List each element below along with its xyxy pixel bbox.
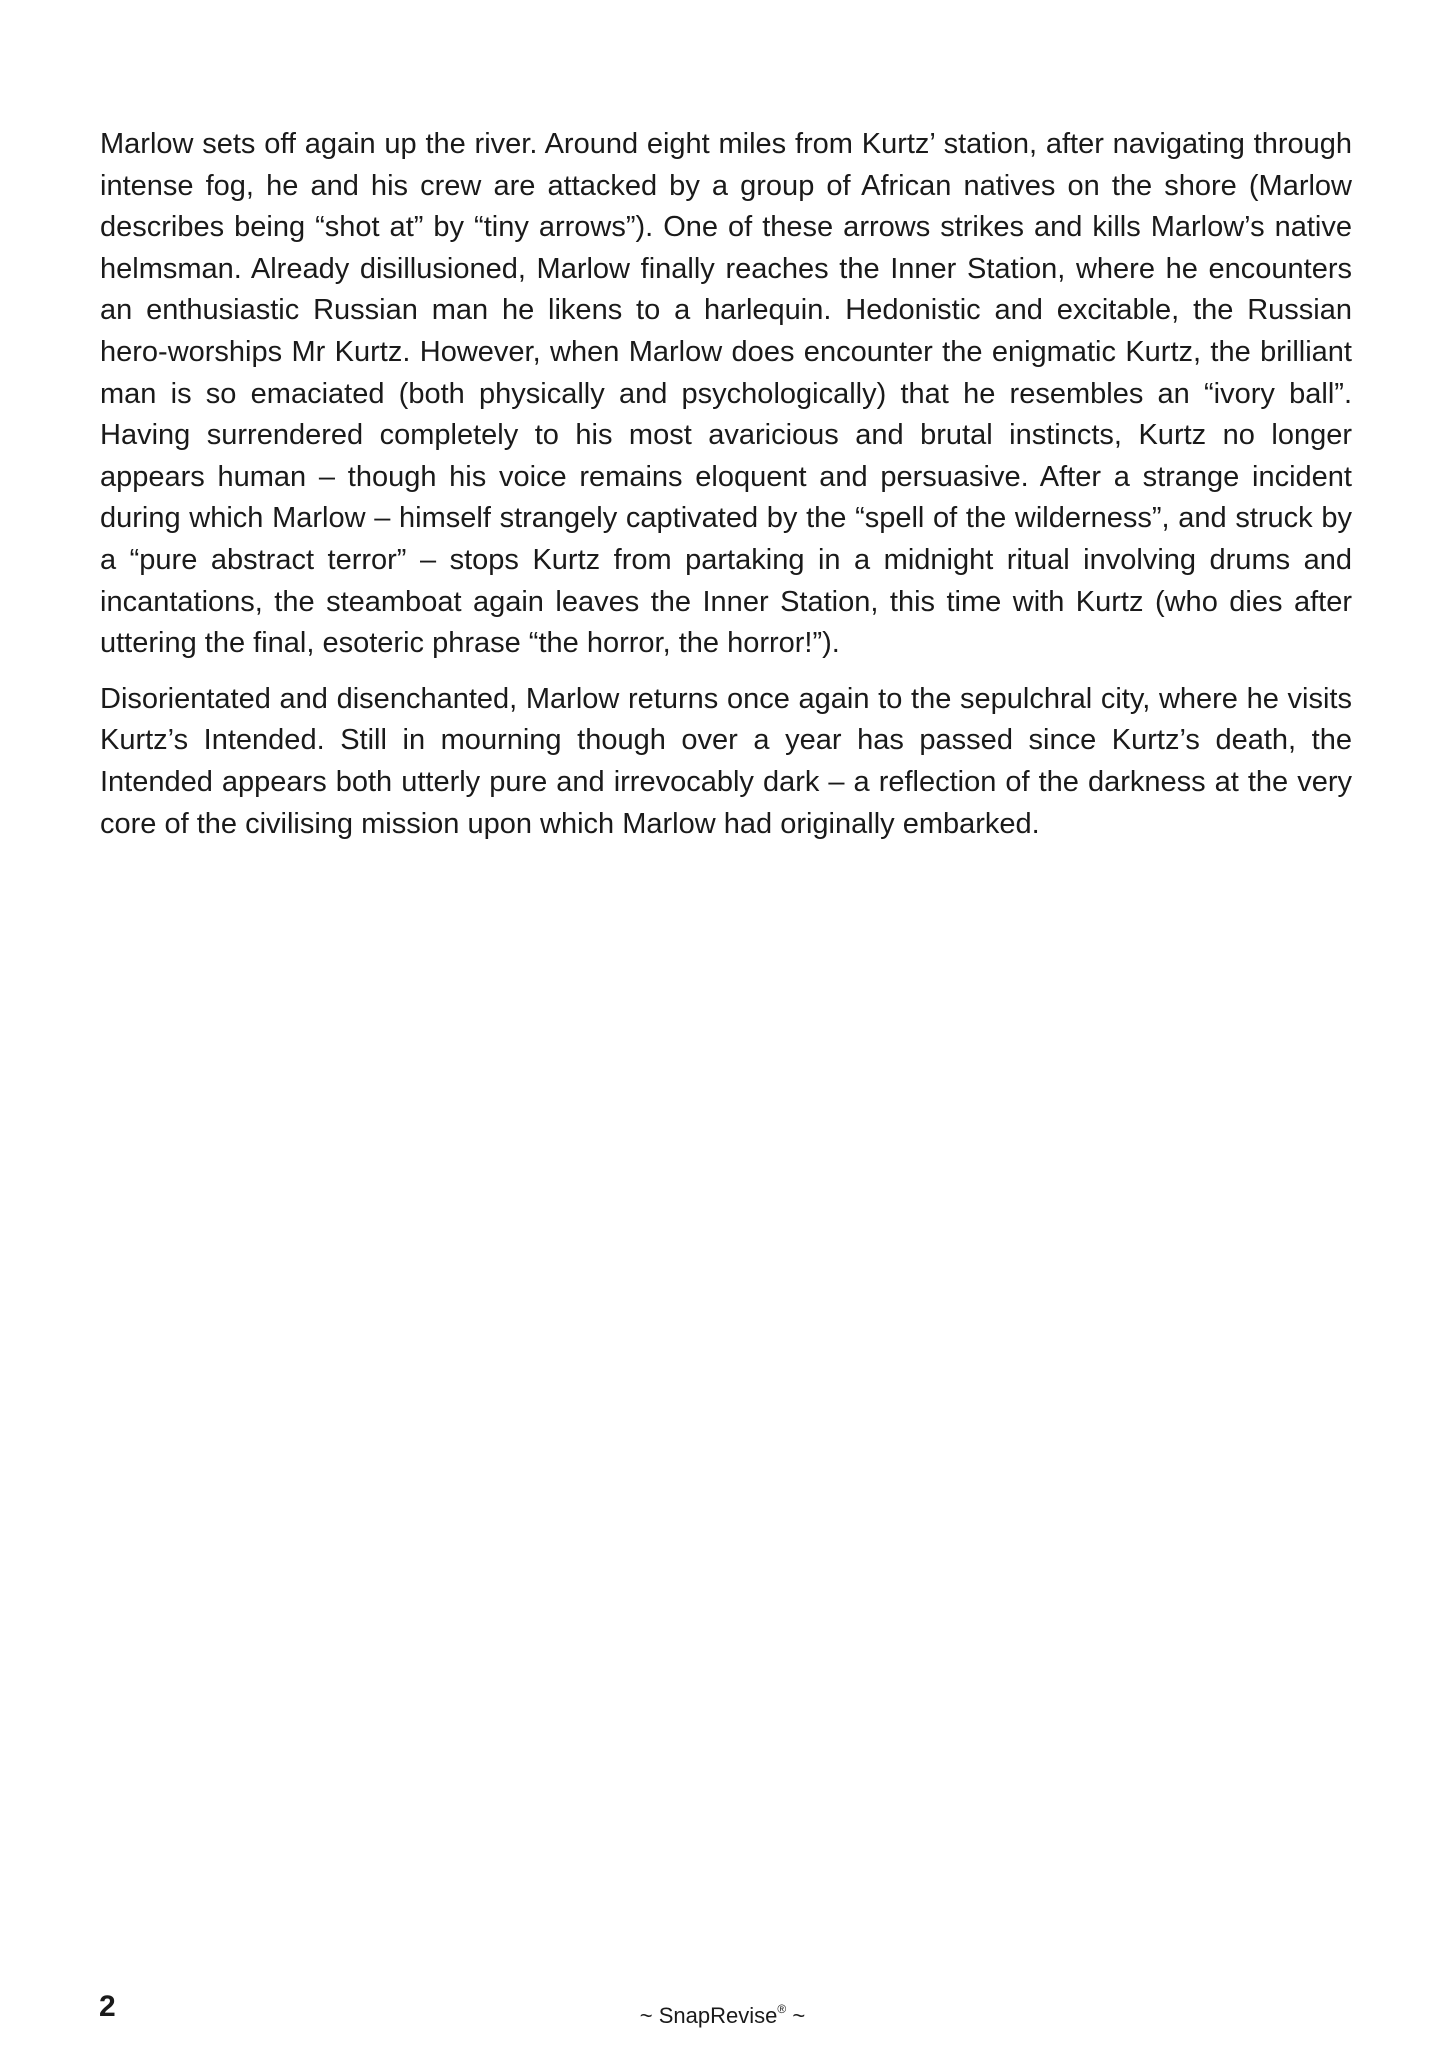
paragraph-ending: Disorientated and disenchanted, Marlow returns once again to the sepulchral city, where he visits Kurtz’s Intended. Still in mourning though over a year has passed since Kurtz’s death, the Intended appears both utterly pure and irrevocably dark – a reflection of the darkness at the very core of the civilising mission upon which Marlow had originally embarked. — [100, 682, 1352, 840]
tilde-right: ~ — [792, 2003, 806, 2028]
trademark-symbol: ® — [777, 2002, 787, 2016]
brand-footer — [0, 1989, 1445, 2036]
page-number: 2 — [99, 1990, 116, 2023]
body-text — [100, 124, 1352, 859]
tilde-left: ~ — [639, 2003, 653, 2028]
paragraph-plot-summary: Marlow sets off again up the river. Around eight miles from Kurtz’ station, after navigating through intense fog, he and his crew are attacked by a group of African natives on the shore (Marlow describes being “shot at” by “tiny arrows”). One of these arrows strikes and kills Marlow’s native helmsman. Already disillusioned, Marlow finally reaches the Inner Station, where he encounters an enthusiastic Russian man he likens to a harlequin. Hedonistic and excitable, the Russian hero-worships Mr Kurtz. However, when Marlow does encounter the enigmatic Kurtz, the brilliant man is so emaciated (both physically and psychologically) that he resembles an “ivory ball”. Having surrendered completely to his most avaricious and brutal instincts, Kurtz no longer appears human – though his voice remains eloquent and persuasive. After a strange incident during which Marlow – himself strangely captivated by the “spell of the wilderness”, and struck by a “pure abstract terror” – stops Kurtz from partaking in a midnight ritual involving drums and incantations, the steamboat again leaves the Inner Station, this time with Kurtz (who dies after uttering the final, esoteric phrase “the horror, the horror!”). — [100, 128, 1352, 660]
brand-name: SnapRevise — [658, 2003, 778, 2028]
page-footer — [0, 1985, 1445, 2029]
